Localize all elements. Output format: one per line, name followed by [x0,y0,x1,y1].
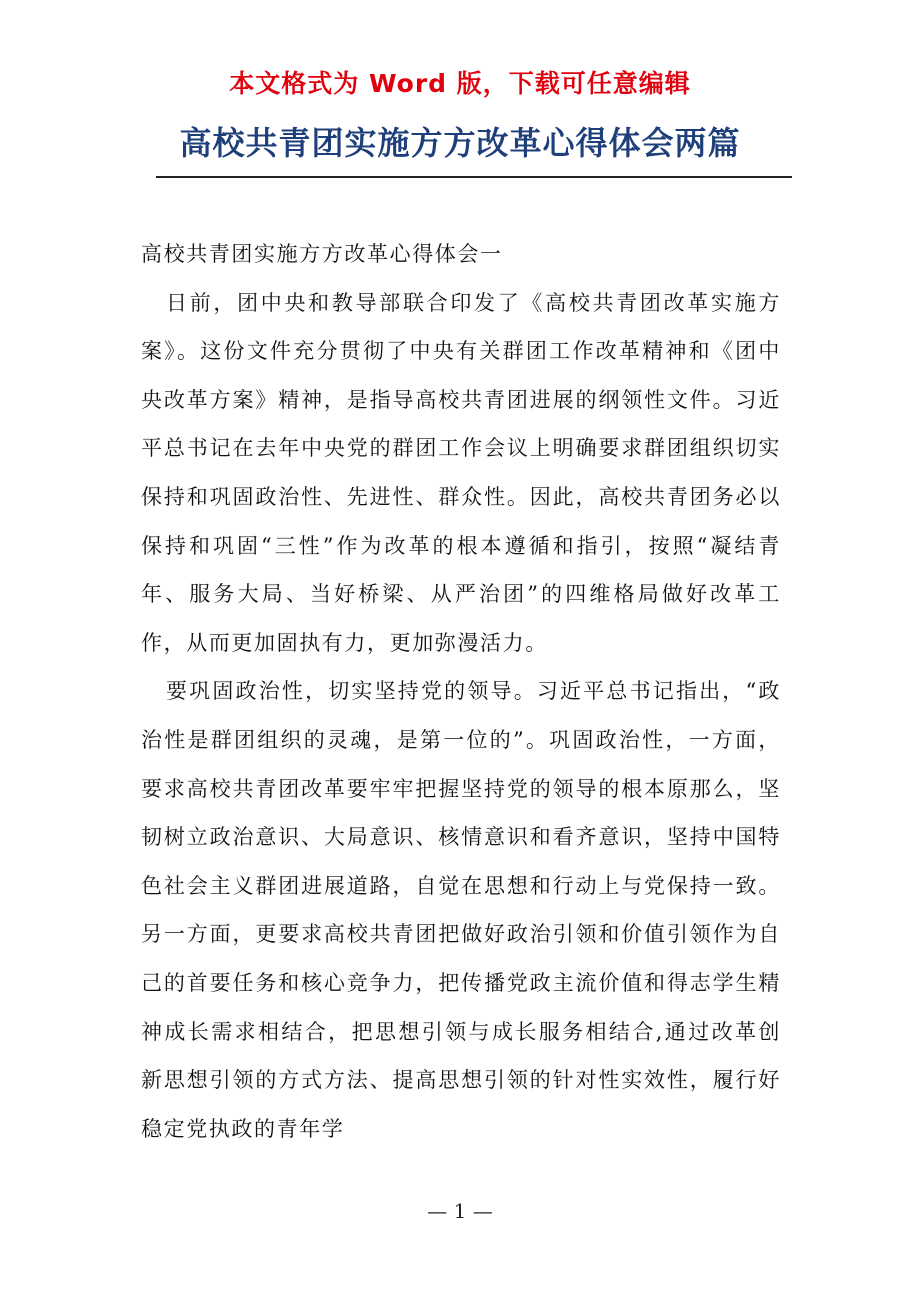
paragraph-2: 要巩固政治性，切实坚持党的领导。习近平总书记指出，“政治性是群团组织的灵魂，是第一位的”。巩固政治性，一方面，要求高校共青团改革要牢牢把握坚持党的领导的根本原那么，坚韧树立政治意识、大局意识、核情意识和看齐意识，坚持中国特色社会主义群团进展道路，自觉在思想和行动上与党保持一致。另一方面，更要求高校共青团把做好政治引领和价值引领作为自己的首要任务和核心竞争力，把传播党政主流价值和得志学生精神成长需求相结合，把思想引领与成长服务相结合,通过改革创新思想引领的方式方法、提高思想引领的针对性实效性，履行好稳定党执政的青年学 [141,679,781,1141]
word-format-notice: 本文格式为 Word 版，下载可任意编辑 [229,69,691,98]
title-divider [156,176,792,178]
page-number: — 1 — [427,1199,493,1223]
document-body [141,230,781,1153]
section-heading: 高校共青团实施方方改革心得体会一 [141,242,503,266]
paragraph-1: 日前，团中央和教导部联合印发了《高校共青团改革实施方案》。这份文件充分贯彻了中央有关群团工作改革精神和《团中央改革方案》精神，是指导高校共青团进展的纲领性文件。习近平总书记在去年中央党的群团工作会议上明确要求群团组织切实保持和巩固政治性、先进性、群众性。因此，高校共青团务必以保持和巩固“三性”作为改革的根本遵循和指引，按照“凝结青年、服务大局、当好桥梁、从严治团”的四维格局做好改革工作，从而更加固执有力，更加弥漫活力。 [141,290,781,655]
document-title: 高校共青团实施方方改革心得体会两篇 [179,124,741,162]
